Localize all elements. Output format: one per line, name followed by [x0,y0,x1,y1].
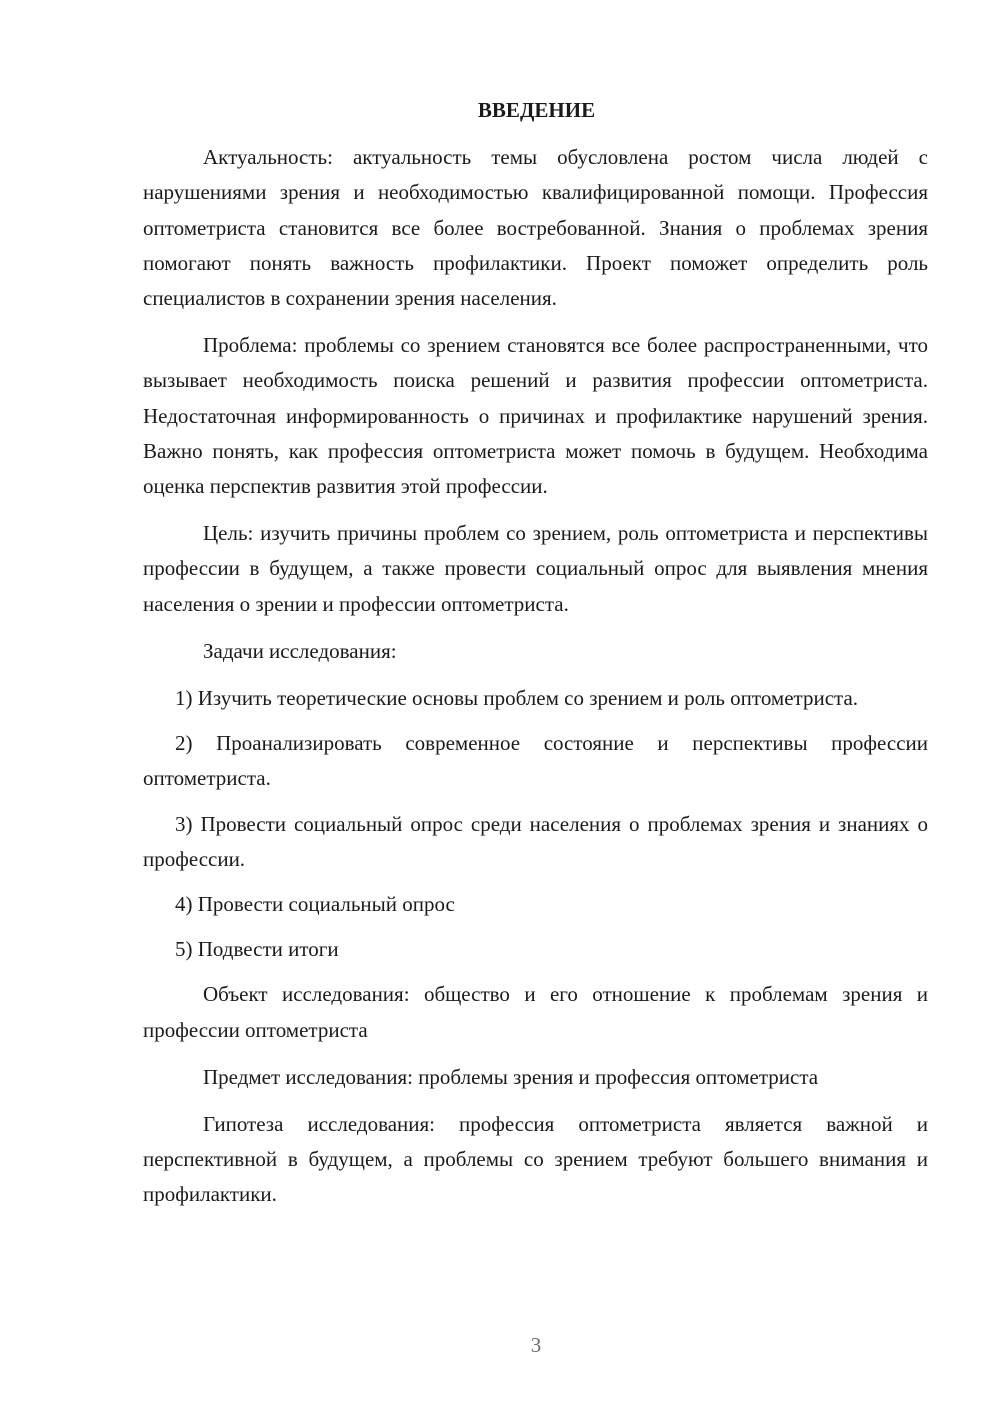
page-title: ВВЕДЕНИЕ [477,98,596,122]
page-number: 3 [530,1333,542,1357]
task-item-4: 4) Провести социальный опрос [175,892,455,917]
goal-paragraph: Цель: изучить причины проблем со зрением, роль оптометриста и перспективы профессии в будущем, а также провести социальный опрос для выявления мнения населения о зрении и профессии оптометриста. [143,521,928,616]
tasks-list [143,681,928,967]
relevance-paragraph: Актуальность: актуальность темы обусловлена ростом числа людей с нарушениями зрения и необходимостью квалифицированной помощи. Профессия оптометриста становится все более востребованной. Знания о проблемах зрения помогают понять важность профилактики. Проект поможет определить роль специалистов в сохранении зрения населения. [143,145,928,311]
task-item-1: 1) Изучить теоретические основы проблем со зрением и роль оптометриста. [175,686,859,711]
tasks-heading: Задачи исследования: [203,638,397,663]
task-item-5: 5) Подвести итоги [175,937,339,962]
subject-paragraph: Предмет исследования: проблемы зрения и профессия оптометриста [203,1064,819,1089]
hypothesis-paragraph: Гипотеза исследования: профессия оптометриста является важной и перспективной в будущем, а проблемы со зрением требуют большего внимания и профилактики. [143,1112,928,1207]
object-paragraph: Объект исследования: общество и его отношение к проблемам зрения и профессии оптометриста [143,982,928,1042]
task-item-2: 2) Проанализировать современное состояние и перспективы профессии оптометриста. [143,731,928,791]
task-item-3: 3) Провести социальный опрос среди населения о проблемах зрения и знаниях о профессии. [143,811,928,871]
document-page [143,93,928,1225]
problem-paragraph: Проблема: проблемы со зрением становятся все более распространенными, что вызывает необходимость поиска решений и развития профессии оптометриста. Недостаточная информированность о причинах и профилактике нарушений зрения. Важно понять, как профессия оптометриста может помочь в будущем. Необходима оценка перспектив развития этой профессии. [143,333,928,499]
